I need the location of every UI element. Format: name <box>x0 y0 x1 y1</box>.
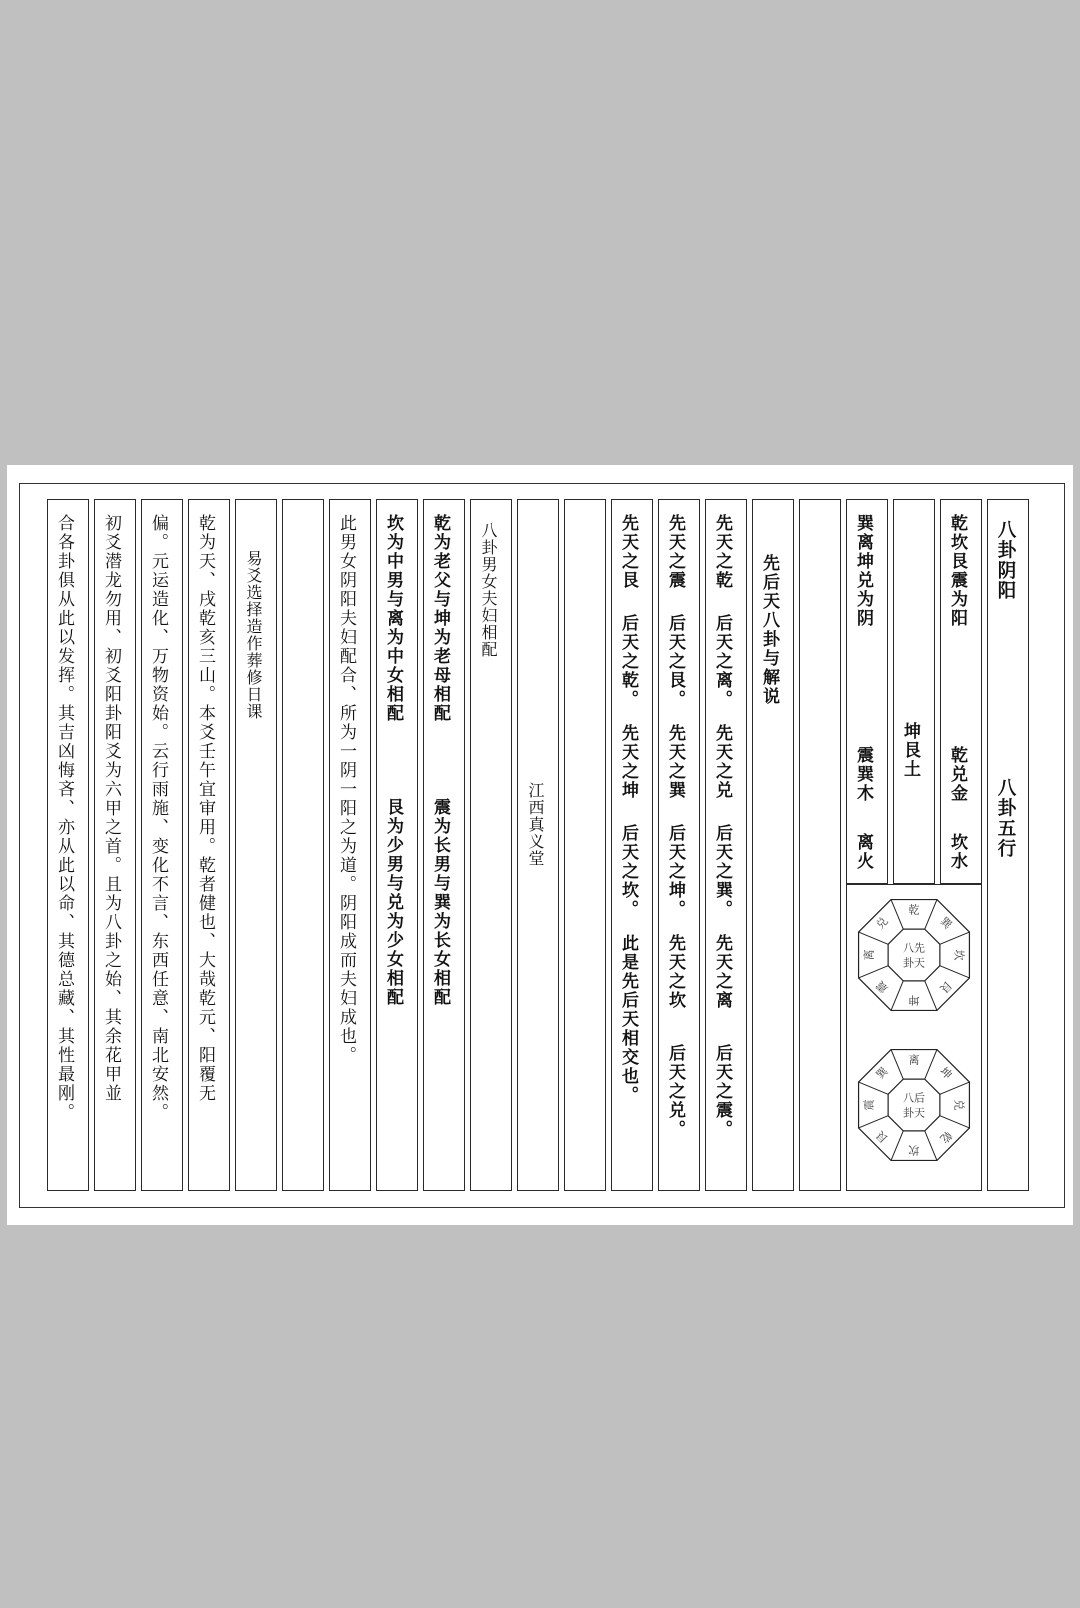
column-text-e: 先天之坎 <box>665 934 685 1010</box>
column-text-a: 坎为中男与离为中女相配 <box>383 514 403 723</box>
octagon-divider <box>891 900 903 930</box>
trigram-label: 坎 <box>908 1143 920 1157</box>
column-18 <box>235 499 277 1191</box>
column-14 <box>423 499 465 1191</box>
column-text-d: 后天之坎。 <box>618 824 638 919</box>
column-text: 乾为天、戌乾亥三山。本爻壬午宜审用。乾者健也、大哉乾元、阳覆无 <box>195 514 215 1103</box>
column-text-a: 先天之乾 <box>712 514 732 590</box>
column-text-b: 八卦五行 <box>995 778 1016 860</box>
trigram-label: 震 <box>873 978 891 996</box>
column-8 <box>705 499 747 1191</box>
column-text-c: 先天之兑 <box>712 724 732 800</box>
diagram-center-label: 卦天 <box>903 1106 925 1120</box>
column-text-c: 离火 <box>853 833 873 871</box>
column-text-a: 先天之震 <box>665 514 685 590</box>
column-text-c: 先天之坤 <box>618 724 638 800</box>
octagon-divider <box>940 966 970 978</box>
trigram-label: 离 <box>908 1053 920 1067</box>
column-text-b: 震巽木 <box>853 746 873 803</box>
octagon-divider <box>859 1082 889 1094</box>
houtian-bagua-diagram <box>852 1043 976 1167</box>
octagon-divider <box>940 932 970 944</box>
trigram-label: 巽 <box>873 1064 891 1082</box>
column-text: 合各卦俱从此以发挥。其吉凶悔吝、亦从此以命、其德总藏、其性最刚。 <box>54 514 74 1122</box>
column-11-blank <box>564 499 606 1191</box>
trigram-label: 巽 <box>937 914 955 932</box>
column-6-blank <box>799 499 841 1191</box>
column-text-d: 后天之巽。 <box>712 824 732 919</box>
column-text-f: 后天之兑。 <box>665 1044 685 1139</box>
column-22 <box>47 499 89 1191</box>
octagon-divider <box>891 981 903 1011</box>
column-1 <box>987 499 1029 1191</box>
column-21 <box>94 499 136 1191</box>
column-text: 先后天八卦与解说 <box>759 554 779 706</box>
trigram-label: 艮 <box>873 1128 891 1146</box>
trigram-label: 艮 <box>937 978 955 996</box>
column-19 <box>188 499 230 1191</box>
octagon-divider <box>925 1050 937 1080</box>
column-text-c: 先天之巽 <box>665 724 685 800</box>
trigram-label: 坤 <box>937 1064 955 1082</box>
trigram-label: 乾 <box>908 903 920 917</box>
xiantian-bagua-diagram <box>852 893 976 1017</box>
column-text-f: 后天之震。 <box>712 1044 732 1139</box>
octagon-inner-ring <box>888 1079 940 1131</box>
column-13 <box>470 499 512 1191</box>
trigram-label: 兑 <box>873 914 891 932</box>
diagram-center-label: 八先 <box>903 941 925 955</box>
column-12 <box>517 499 559 1191</box>
column-16 <box>329 499 371 1191</box>
trigram-label: 离 <box>862 949 876 961</box>
column-10 <box>611 499 653 1191</box>
octagon-divider <box>859 932 889 944</box>
trigram-label: 乾 <box>937 1128 955 1146</box>
column-4 <box>846 499 888 884</box>
column-text-b: 后天之离。 <box>712 614 732 709</box>
column-text-b: 后天之乾。 <box>618 614 638 709</box>
column-text: 此男女阴阳夫妇配合、所为一阴一阳之为道。阴阳成而夫妇成也。 <box>336 514 356 1065</box>
octagon-inner-ring <box>888 929 940 981</box>
column-text: 江西真义堂 <box>526 782 545 867</box>
column-text-a: 乾为老父与坤为老母相配 <box>430 514 450 723</box>
column-text-b: 后天之艮。 <box>665 614 685 709</box>
column-9 <box>658 499 700 1191</box>
octagon-divider <box>891 1050 903 1080</box>
octagon-divider <box>925 1131 937 1161</box>
trigram-label: 震 <box>862 1099 876 1111</box>
column-text: 初爻潜龙勿用、初爻阳卦阳爻为六甲之首。且为八卦之始、其余花甲並 <box>101 514 121 1103</box>
column-text-d: 后天之坤。 <box>665 824 685 919</box>
trigram-label: 坤 <box>908 993 920 1007</box>
trigram-label: 坎 <box>952 949 966 961</box>
column-text-e: 先天之离 <box>712 934 732 1010</box>
column-text: 偏。元运造化、万物资始。云行雨施、变化不言、东西任意、南北安然。 <box>148 514 168 1122</box>
column-text-c: 坎水 <box>947 833 967 871</box>
column-3 <box>893 499 935 884</box>
octagon-divider <box>859 1116 889 1128</box>
column-text-b: 艮为少男与兑为少女相配 <box>383 798 403 1007</box>
column-text-e: 此是先后天相交也。 <box>618 934 638 1105</box>
column-15 <box>376 499 418 1191</box>
column-20 <box>141 499 183 1191</box>
column-text-a: 乾坎艮震为阳 <box>947 514 967 628</box>
scanned-page <box>7 465 1073 1225</box>
column-text: 易爻选择造作葬修日课 <box>244 550 263 720</box>
diagram-center-label: 八后 <box>903 1091 925 1105</box>
octagon-divider <box>940 1116 970 1128</box>
column-text-b: 震为长男与巽为长女相配 <box>430 798 450 1007</box>
column-7 <box>752 499 794 1191</box>
column-17-blank <box>282 499 324 1191</box>
bagua-diagram-panel <box>846 884 982 1191</box>
octagon-divider <box>925 981 937 1011</box>
column-text-a: 八卦阴阳 <box>995 520 1016 602</box>
diagram-center-label: 卦天 <box>903 956 925 970</box>
octagon-divider <box>891 1131 903 1161</box>
octagon-divider <box>940 1082 970 1094</box>
column-text-b: 乾兑金 <box>947 746 967 803</box>
column-2 <box>940 499 982 884</box>
column-text-a: 巽离坤兑为阴 <box>853 514 873 628</box>
octagon-divider <box>859 966 889 978</box>
column-text: 八卦男女夫妇相配 <box>479 522 498 658</box>
column-text-a: 先天之艮 <box>618 514 638 590</box>
column-text-a: 坤艮土 <box>900 722 920 779</box>
trigram-label: 兑 <box>952 1099 966 1111</box>
octagon-divider <box>925 900 937 930</box>
